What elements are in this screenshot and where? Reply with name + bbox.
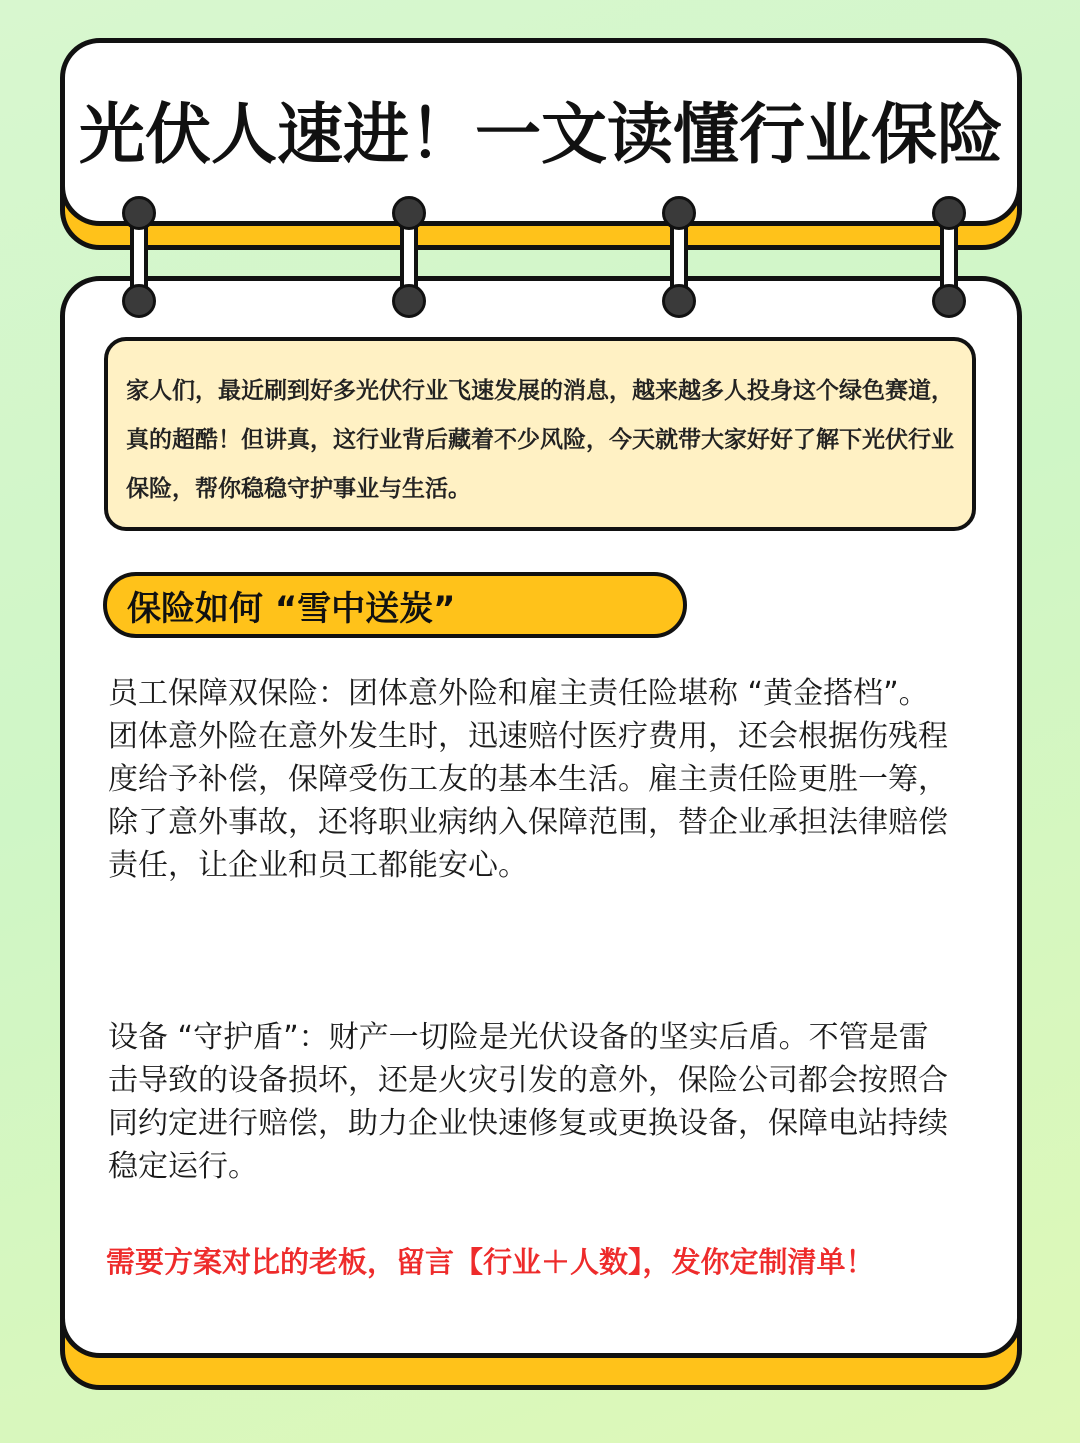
binder-ring-icon — [389, 196, 429, 318]
paragraph-equipment-insurance: 设备 “守护盾”：财产一切险是光伏设备的坚实后盾。不管是雷击导致的设备损坏，还是火灾引发的意外，保险公司都会按照合同约定进行赔偿，助力企业快速修复或更换设备，保障电站持续稳定运行。 — [108, 1020, 948, 1184]
title-card — [60, 38, 1022, 226]
binder-ring-icon — [659, 196, 699, 318]
paragraph-employee-insurance: 员工保障双保险：团体意外险和雇主责任险堪称 “黄金搭档”。团体意外险在意外发生时，迅速赔付医疗费用，还会根据伤残程度给予补偿，保障受伤工友的基本生活。雇主责任险更胜一筹，除了意外事故，还将职业病纳入保障范围，替企业承担法律赔偿责任，让企业和员工都能安心。 — [108, 676, 948, 883]
call-to-action: 需要方案对比的老板，留言【行业＋人数】，发你定制清单！ — [106, 1245, 875, 1279]
intro-box — [104, 337, 976, 531]
intro-text: 家人们，最近刷到好多光伏行业飞速发展的消息，越来越多人投身这个绿色赛道，真的超酷！但讲真，这行业背后藏着不少风险，今天就带大家好好了解下光伏行业保险，帮你稳稳守护事业与生活。 — [126, 378, 954, 502]
section-title: 保险如何 “雪中送炭” — [127, 588, 456, 629]
binder-ring-icon — [119, 196, 159, 318]
page-title: 光伏人速进！一文读懂行业保险 — [79, 95, 1003, 173]
section-heading-pill — [103, 572, 687, 638]
binder-ring-icon — [929, 196, 969, 318]
